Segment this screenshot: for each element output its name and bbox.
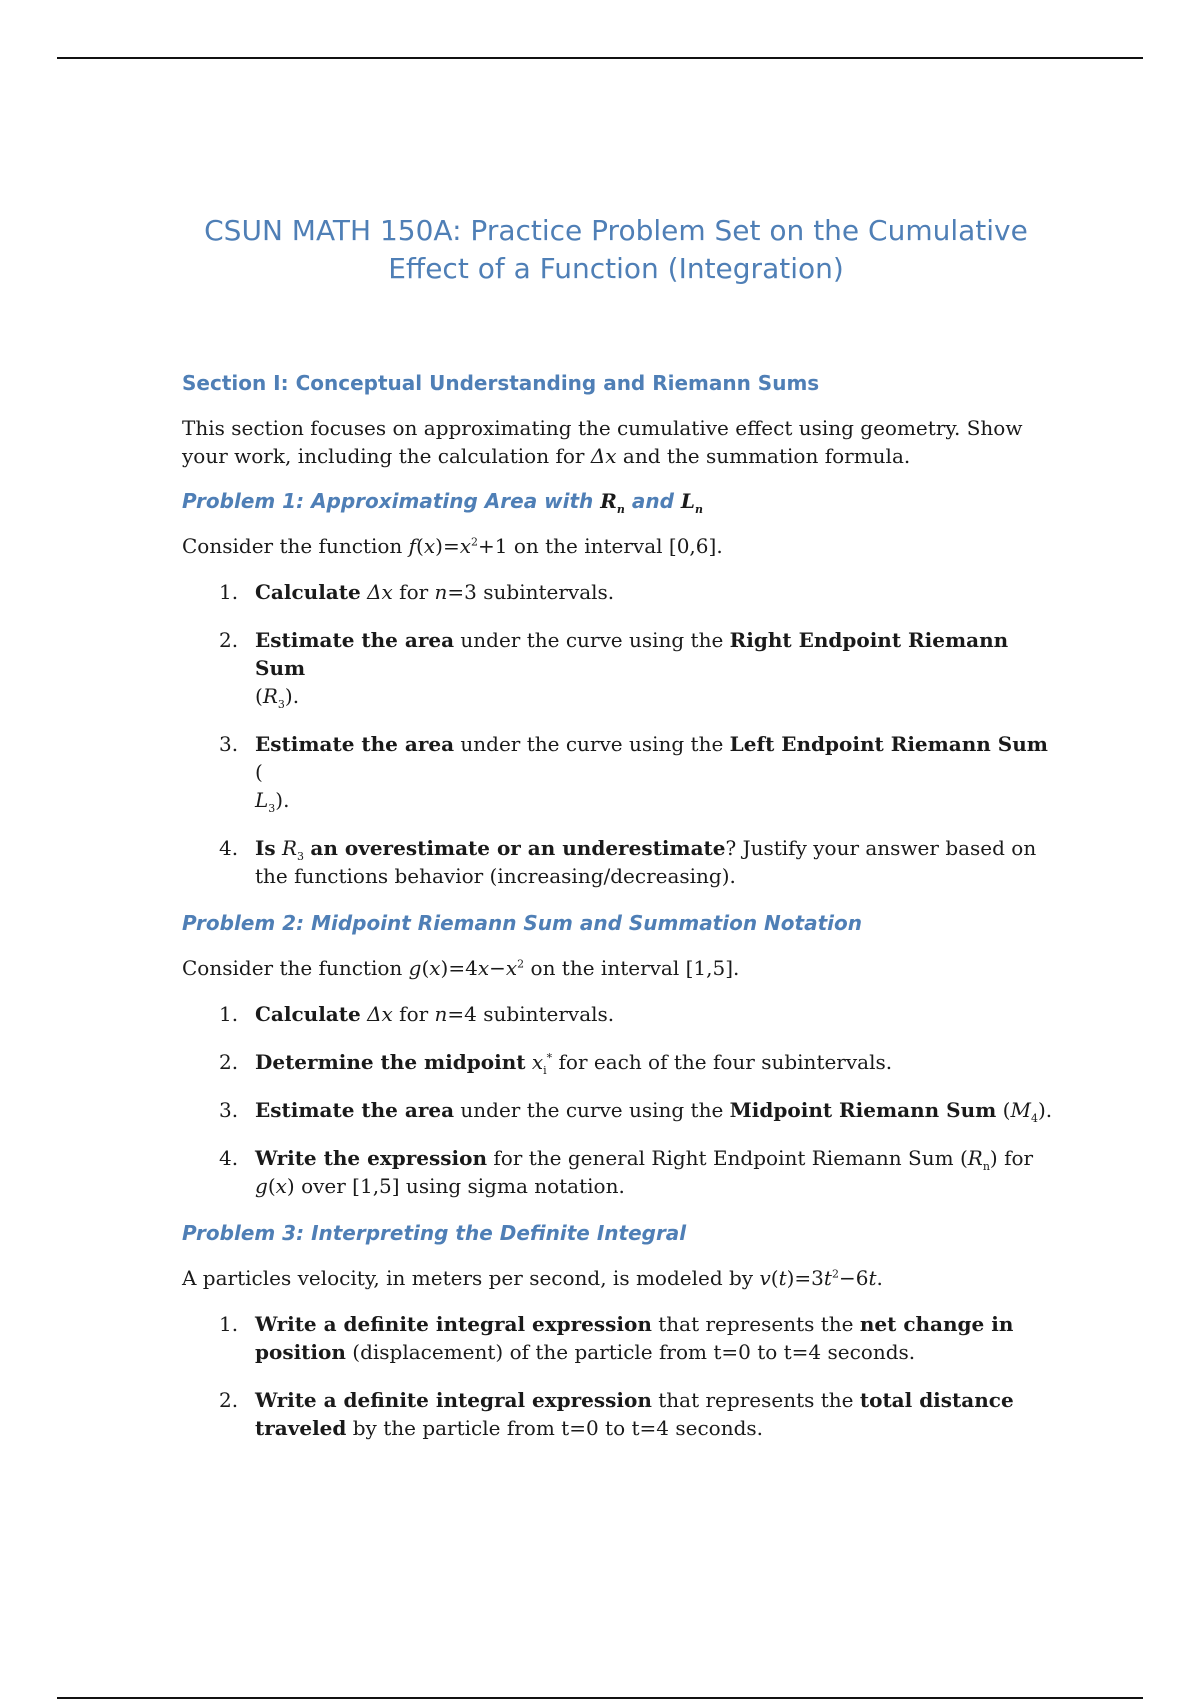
document-body [182, 370, 1062, 1462]
problem-1-list [182, 578, 1062, 890]
page-title [0, 212, 1200, 288]
problem-3-heading: Problem 3: Interpreting the Definite Integral [182, 1221, 687, 1245]
title-line-1: CSUN MATH 150A: Practice Problem Set on the Cumulative [204, 213, 1028, 247]
list-item: 4. Is $R_3$ an overestimate or an underestimate? Justify your answer based on the functions behavior (increasing/decreasing). [219, 836, 1037, 888]
list-item: 1. Calculate Δx for n=4 subintervals. [219, 1002, 615, 1026]
problem-2-heading: Problem 2: Midpoint Riemann Sum and Summation Notation [182, 911, 862, 935]
problem-3-list [182, 1310, 1062, 1442]
list-item: 1. Calculate Δx for n=3 subintervals. [219, 580, 615, 604]
list-item: 1. Write a definite integral expression that represents the net change in position (displacement) of the particle from t=0 to t=4 seconds. [219, 1312, 1014, 1364]
list-item: 2. Determine the midpoint $x_i^*$ for each of the four subintervals. [219, 1050, 893, 1077]
list-item: 2. Estimate the area under the curve using the Right Endpoint Riemann Sum $(R_3)$. [219, 628, 1009, 711]
bottom-rule [57, 1697, 1143, 1699]
problem-1-heading: Problem 1: Approximating Area with $R_n$ and $L_n$ [182, 489, 703, 516]
section-1-intro: This section focuses on approximating the cumulative effect using geometry. Show your work, including the calculation for Δx and the summation formula. [182, 416, 1023, 468]
problem-3-prompt: A particles velocity, in meters per second, is modeled by $v(t)=3t^2-6t$. [182, 1266, 883, 1290]
list-item: 3. Estimate the area under the curve using the Left Endpoint Riemann Sum ( $L_3$). [219, 732, 1048, 815]
list-item: 3. Estimate the area under the curve using the Midpoint Riemann Sum $(M_4)$. [219, 1098, 1053, 1125]
problem-2-list [182, 1000, 1062, 1200]
title-line-2: Effect of a Function (Integration) [388, 251, 844, 285]
list-item: 2. Write a definite integral expression that represents the total distance traveled by the particle from t=0 to t=4 seconds. [219, 1388, 1014, 1440]
problem-2-prompt: Consider the function $g(x)=4x-x^2$ on the interval [1,5]. [182, 956, 740, 980]
section-1-heading: Section I: Conceptual Understanding and Riemann Sums [182, 371, 820, 395]
problem-1-prompt: Consider the function $f(x)=x^2+1$ on the interval [0,6]. [182, 534, 723, 558]
list-item: 4. Write the expression for the general Right Endpoint Riemann Sum $(R_n)$ for g(x) over [1,5] using sigma notation. [219, 1146, 1034, 1198]
top-rule [57, 57, 1143, 59]
